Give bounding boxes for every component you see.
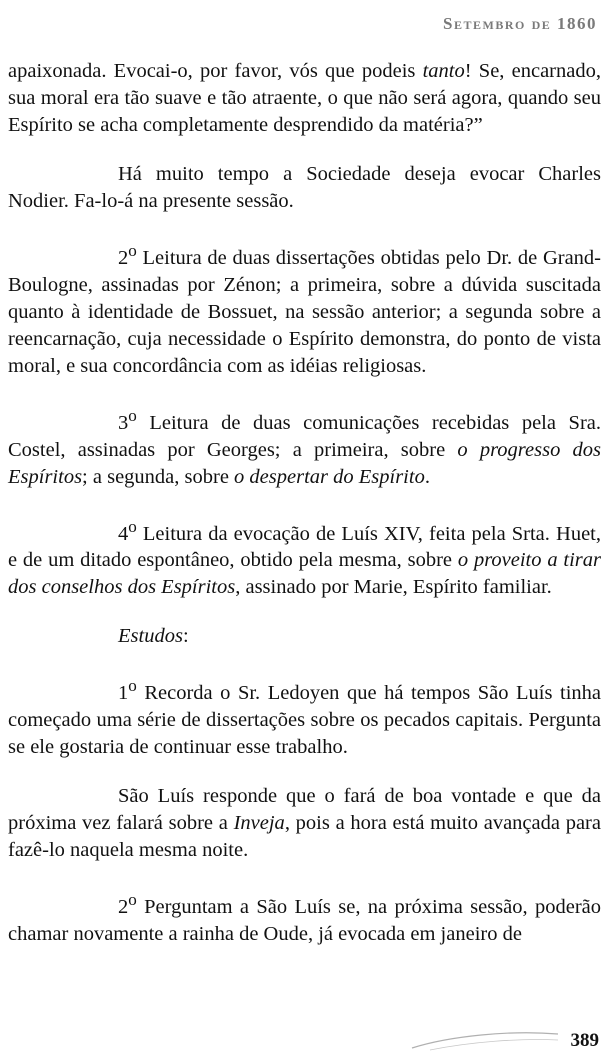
running-header: Setembro de 1860: [443, 14, 597, 33]
section-heading-estudos: Estudos:: [118, 625, 189, 648]
paragraph-8: São Luís responde que o fará de boa vontade e que da próxima vez falará sobre a Inveja, pois a hora está muito avançada para fazê-lo naquela mesma noite.: [8, 785, 601, 862]
paragraph-3: 2$^o$ Leitura de duas dissertações obtidas pelo Dr. de Grand-Boulogne, assinadas por Zénon; a primeira, sobre a dúvida suscitada quanto à identidade de Bossuet, na sessão anterior; a segunda sobre a reencarnação, cuja necessidade o Espírito demonstra, do ponto de vista moral, e sua concordância com as idéias religiosas.: [8, 241, 601, 377]
paragraph-4: 3$^o$ Leitura de duas comunicações recebidas pela Sra. Costel, assinadas por Georges; a primeira, sobre o progresso dos Espíritos; a segunda, sobre o despertar do Espírito.: [8, 405, 601, 488]
paragraph-9: 2$^o$ Perguntam a São Luís se, na próxima sessão, poderão chamar novamente a rainha de Oude, já evocada em janeiro de: [8, 890, 601, 946]
paragraph-7: 1$^o$ Recorda o Sr. Ledoyen que há tempos São Luís tinha começado uma série de dissertações sobre os pecados capitais. Pergunta se ele gostaria de continuar esse trabalho.: [8, 676, 601, 759]
page-body: [8, 58, 601, 970]
page-number: 389: [570, 1030, 599, 1051]
paragraph-5: 4$^o$ Leitura da evocação de Luís XIV, feita pela Srta. Huet, e de um ditado espontâneo, obtido pela mesma, sobre o proveito a tirar dos conselhos dos Espíritos, assinado por Marie, Espírito familiar.: [8, 516, 602, 599]
paragraph-2: Há muito tempo a Sociedade deseja evocar Charles Nodier. Fa-lo-á na presente sessão.: [8, 163, 601, 212]
paragraph-1: apaixonada. Evocai-o, por favor, vós que podeis tanto! Se, encarnado, sua moral era tão suave e tão atraente, o que não será agora, quando seu Espírito se acha completamente desprendido da matéria?”: [8, 60, 601, 136]
decorative-swash: [410, 1024, 560, 1054]
